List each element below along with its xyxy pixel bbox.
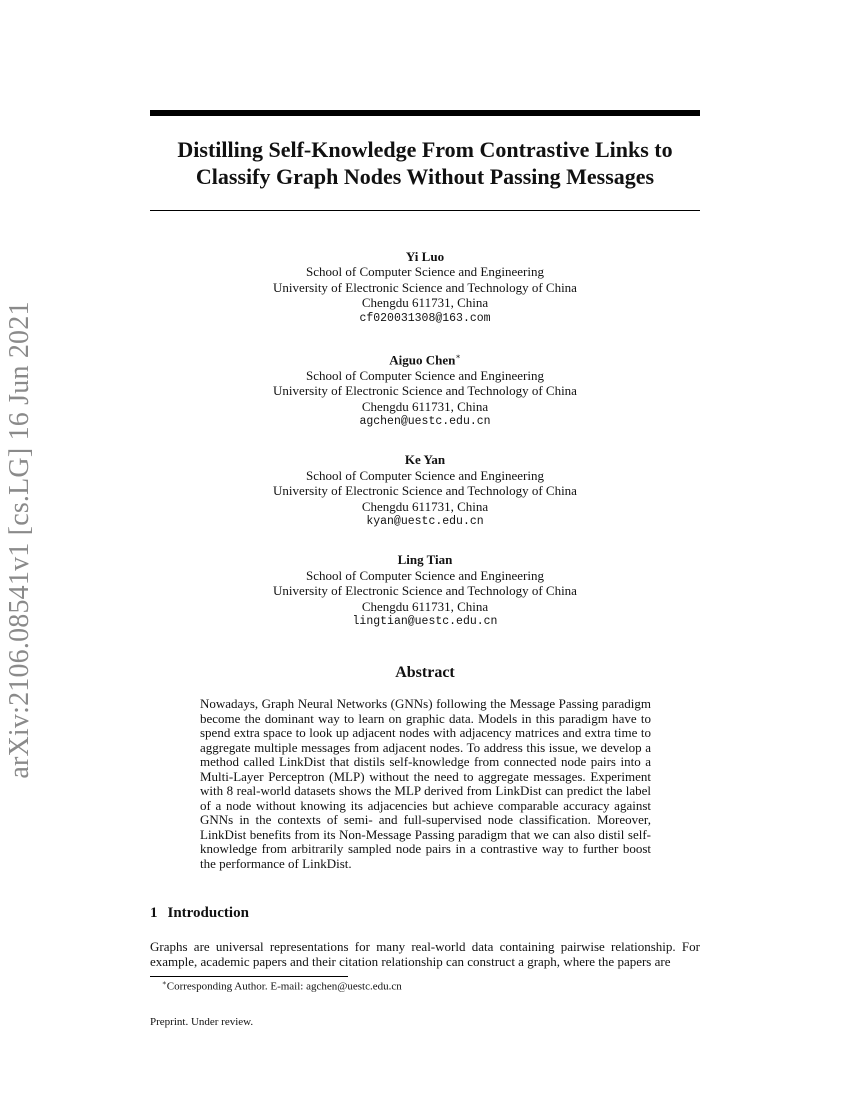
author-entry: [150, 552, 700, 629]
author-dept: School of Computer Science and Engineering: [306, 367, 544, 383]
abstract-heading: Abstract: [395, 664, 455, 681]
author-univ: University of Electronic Science and Technology of China: [273, 583, 577, 599]
author-city: Chengdu 611731, China: [361, 398, 489, 414]
author-block: [150, 249, 700, 652]
author-city: Chengdu 611731, China: [361, 295, 489, 311]
arxiv-stamp-text: arXiv:2106.08541v1 [cs.LG] 16 Jun 2021: [4, 301, 35, 779]
author-entry: [150, 249, 700, 326]
author-city: Chengdu 611731, China: [361, 498, 489, 514]
preprint-note: Preprint. Under review.: [150, 1016, 254, 1028]
section-title: Introduction: [167, 905, 249, 921]
footnote-rule: [150, 976, 348, 977]
abstract-text: Nowadays, Graph Neural Networks (GNNs) following the Message Passing paradigm become the dominant way to learn on graphic data. Models in this paradigm have to spend extra space to look up adjacent nodes with adjacency matrices and extra time to aggregate multiple messages from adjacent nodes. To address this issue, we develop a method called LinkDist that distils self-knowledge from connected node pairs into a Multi-Layer Perceptron (MLP) without the need to aggregate messages. Experiment with 8 real-world datasets shows the MLP derived from LinkDist can predict the label of a node without knowing its adjacencies but achieve comparable accuracy against GNNs in the contexts of semi- and full-supervised node classification. Moreover, LinkDist benefits from its Non-Message Passing paradigm that we can also distil self-knowledge from arbitrarily sampled node pairs in a contrastive way to further boost the performance of LinkDist.: [200, 696, 651, 871]
author-email[interactable]: agchen@uestc.edu.cn: [359, 414, 491, 428]
author-name: Ke Yan: [404, 452, 446, 468]
author-email[interactable]: kyan@uestc.edu.cn: [366, 515, 484, 529]
author-email[interactable]: lingtian@uestc.edu.cn: [352, 615, 498, 629]
section-number: 1: [150, 905, 158, 921]
author-name: Ling Tian: [397, 552, 453, 568]
introduction-text: Graphs are universal representations for many real-world data containing pairwise relationship. For example, academic papers and their citation relationship can construct a graph, where the papers are: [150, 939, 700, 970]
author-entry: [150, 452, 700, 529]
corresponding-mark: ∗: [455, 352, 461, 362]
author-entry: [150, 349, 700, 429]
author-univ: University of Electronic Science and Technology of China: [273, 279, 577, 295]
paper-title: Distilling Self-Knowledge From Contrastive Links to Classify Graph Nodes Without Passing Messages: [177, 137, 673, 189]
author-dept: School of Computer Science and Engineering: [306, 567, 544, 583]
author-dept: School of Computer Science and Engineering: [306, 467, 544, 483]
author-email[interactable]: cf020031308@163.com: [359, 311, 491, 325]
author-univ: University of Electronic Science and Technology of China: [273, 383, 577, 399]
author-univ: University of Electronic Science and Technology of China: [273, 483, 577, 499]
author-dept: School of Computer Science and Engineering: [306, 264, 544, 280]
title-bottom-rule: [150, 210, 700, 211]
author-city: Chengdu 611731, China: [361, 598, 489, 614]
footnote-mark: ∗: [162, 979, 167, 987]
title-top-rule: [150, 110, 700, 116]
section-heading: [150, 905, 249, 922]
author-name: Yi Luo: [405, 249, 445, 264]
author-name: Aiguo Chen∗: [389, 352, 461, 368]
footnote: [162, 979, 402, 993]
footnote-text: Corresponding Author. E-mail: agchen@uestc.edu.cn: [166, 980, 402, 993]
